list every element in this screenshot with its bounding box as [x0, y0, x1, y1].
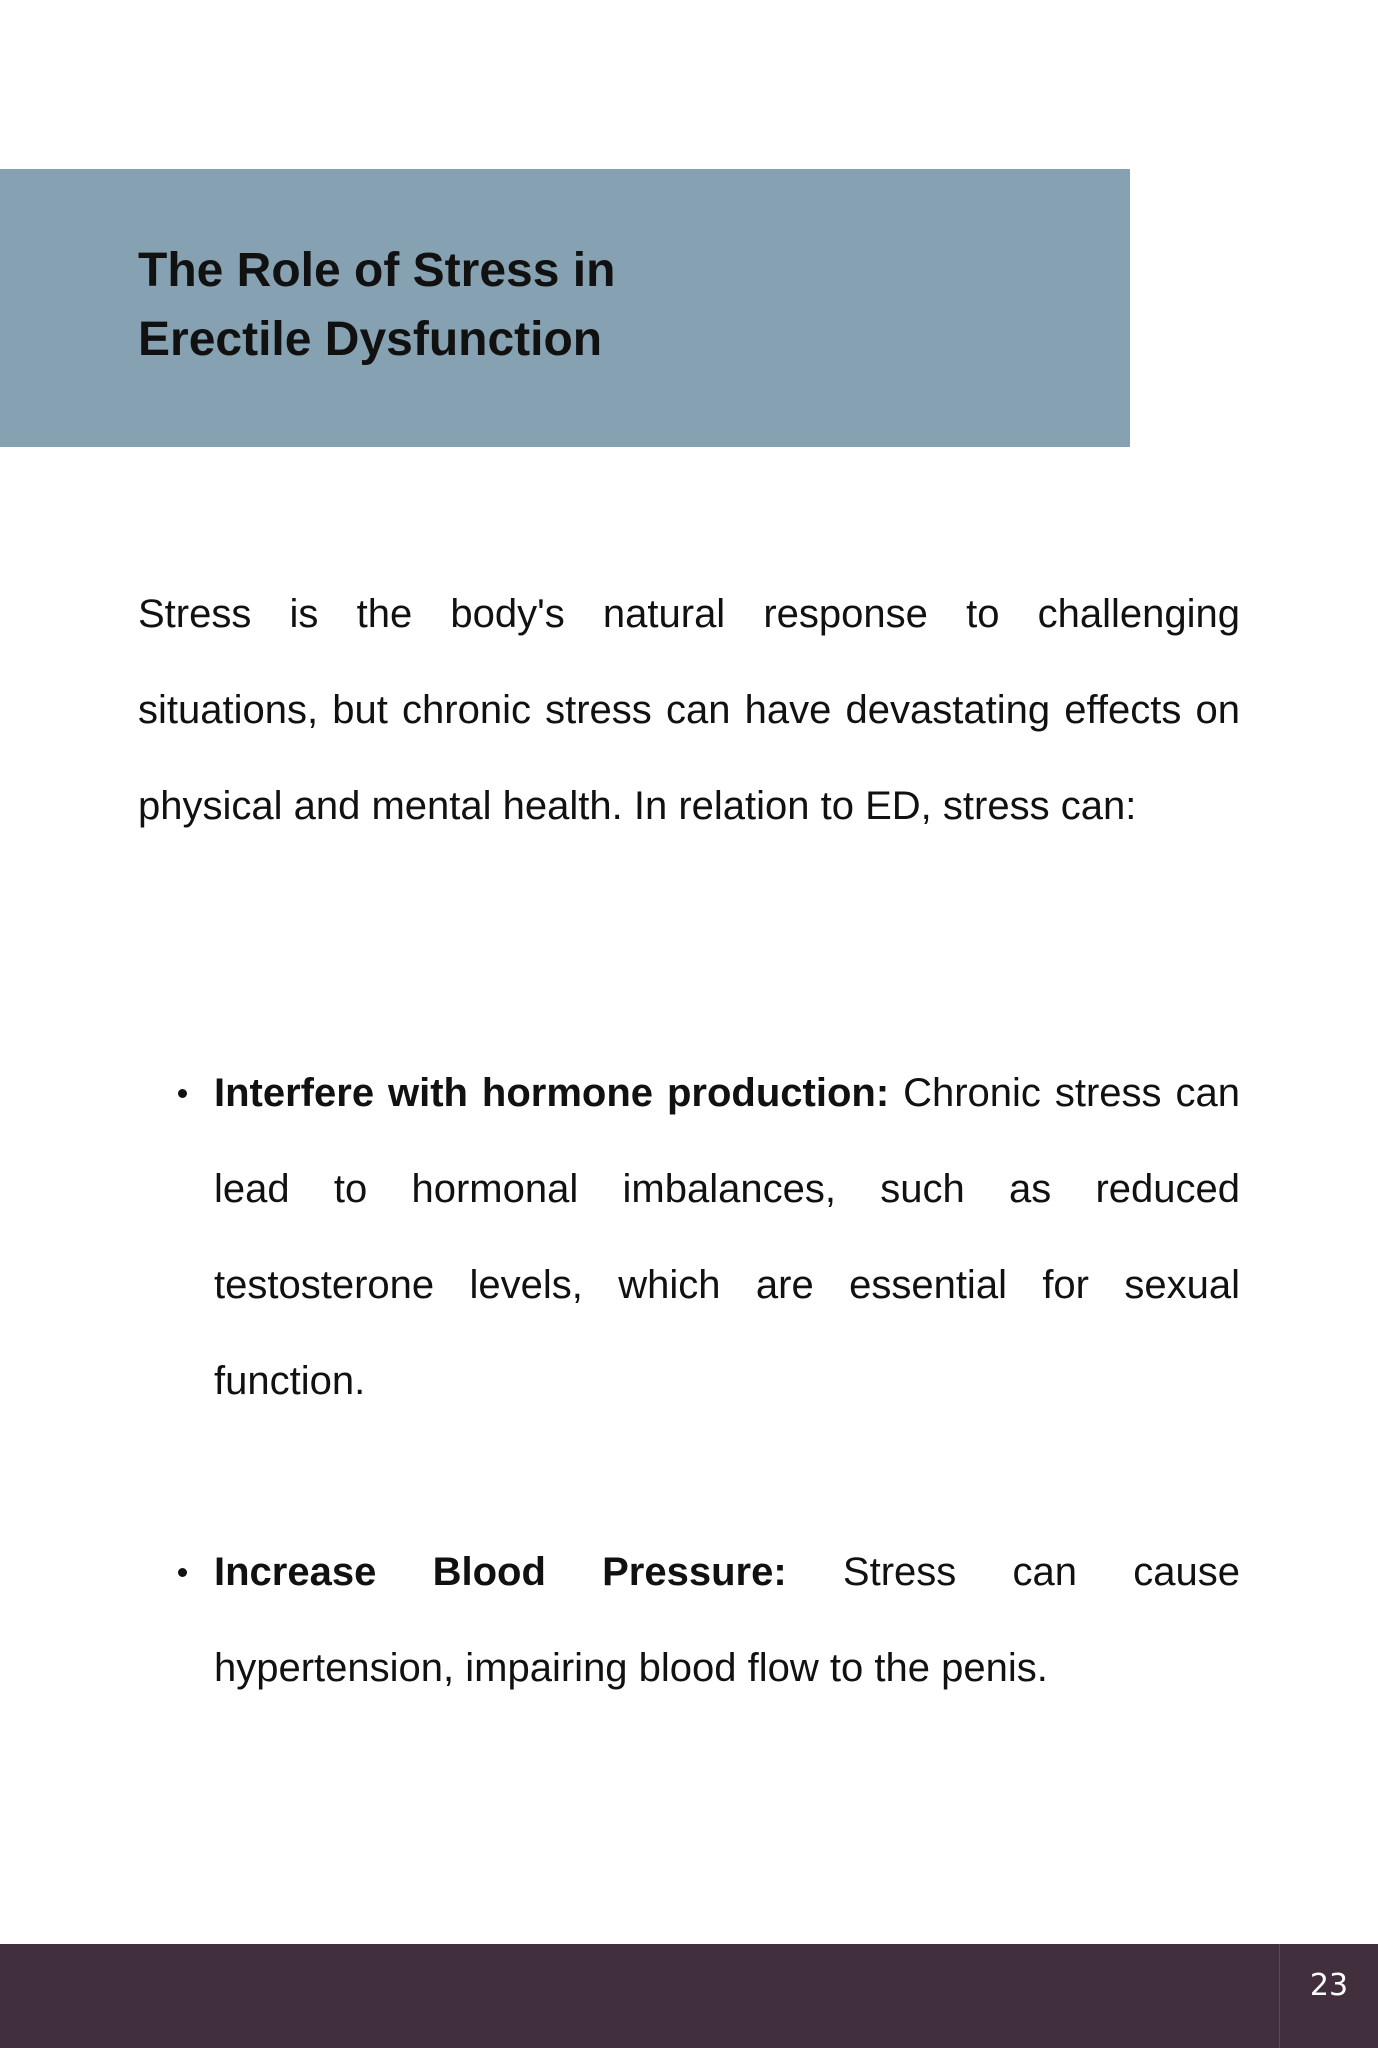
bullet-list-hormones: [138, 1045, 1240, 1429]
bullet-item: [138, 1524, 1240, 1716]
bullet-term: Increase Blood Pressure:: [214, 1550, 787, 1594]
bullet-text: Stress can cause hypertension, impairing blood flow to the penis.: [214, 1550, 1241, 1690]
page-title-line-2: Erectile Dysfunction: [138, 313, 603, 366]
bullet-term: Interfere with hormone production:: [214, 1071, 890, 1115]
page-number: 23: [1279, 1944, 1378, 2048]
bullet-text: Chronic stress can lead to hormonal imbalances, such as reduced testosterone levels, which are essential for sexual function.: [214, 1071, 1240, 1403]
bullet-item: [138, 1045, 1240, 1429]
page-title: [138, 236, 1038, 374]
bullet-list-blood-pressure: [138, 1524, 1240, 1716]
footer-bar: [0, 1944, 1378, 2048]
page-title-line-1: The Role of Stress in: [138, 244, 616, 297]
intro-paragraph: Stress is the body's natural response to challenging situations, but chronic stress can have devastating effects on physical and mental health. In relation to ED, stress can:: [138, 592, 1240, 828]
